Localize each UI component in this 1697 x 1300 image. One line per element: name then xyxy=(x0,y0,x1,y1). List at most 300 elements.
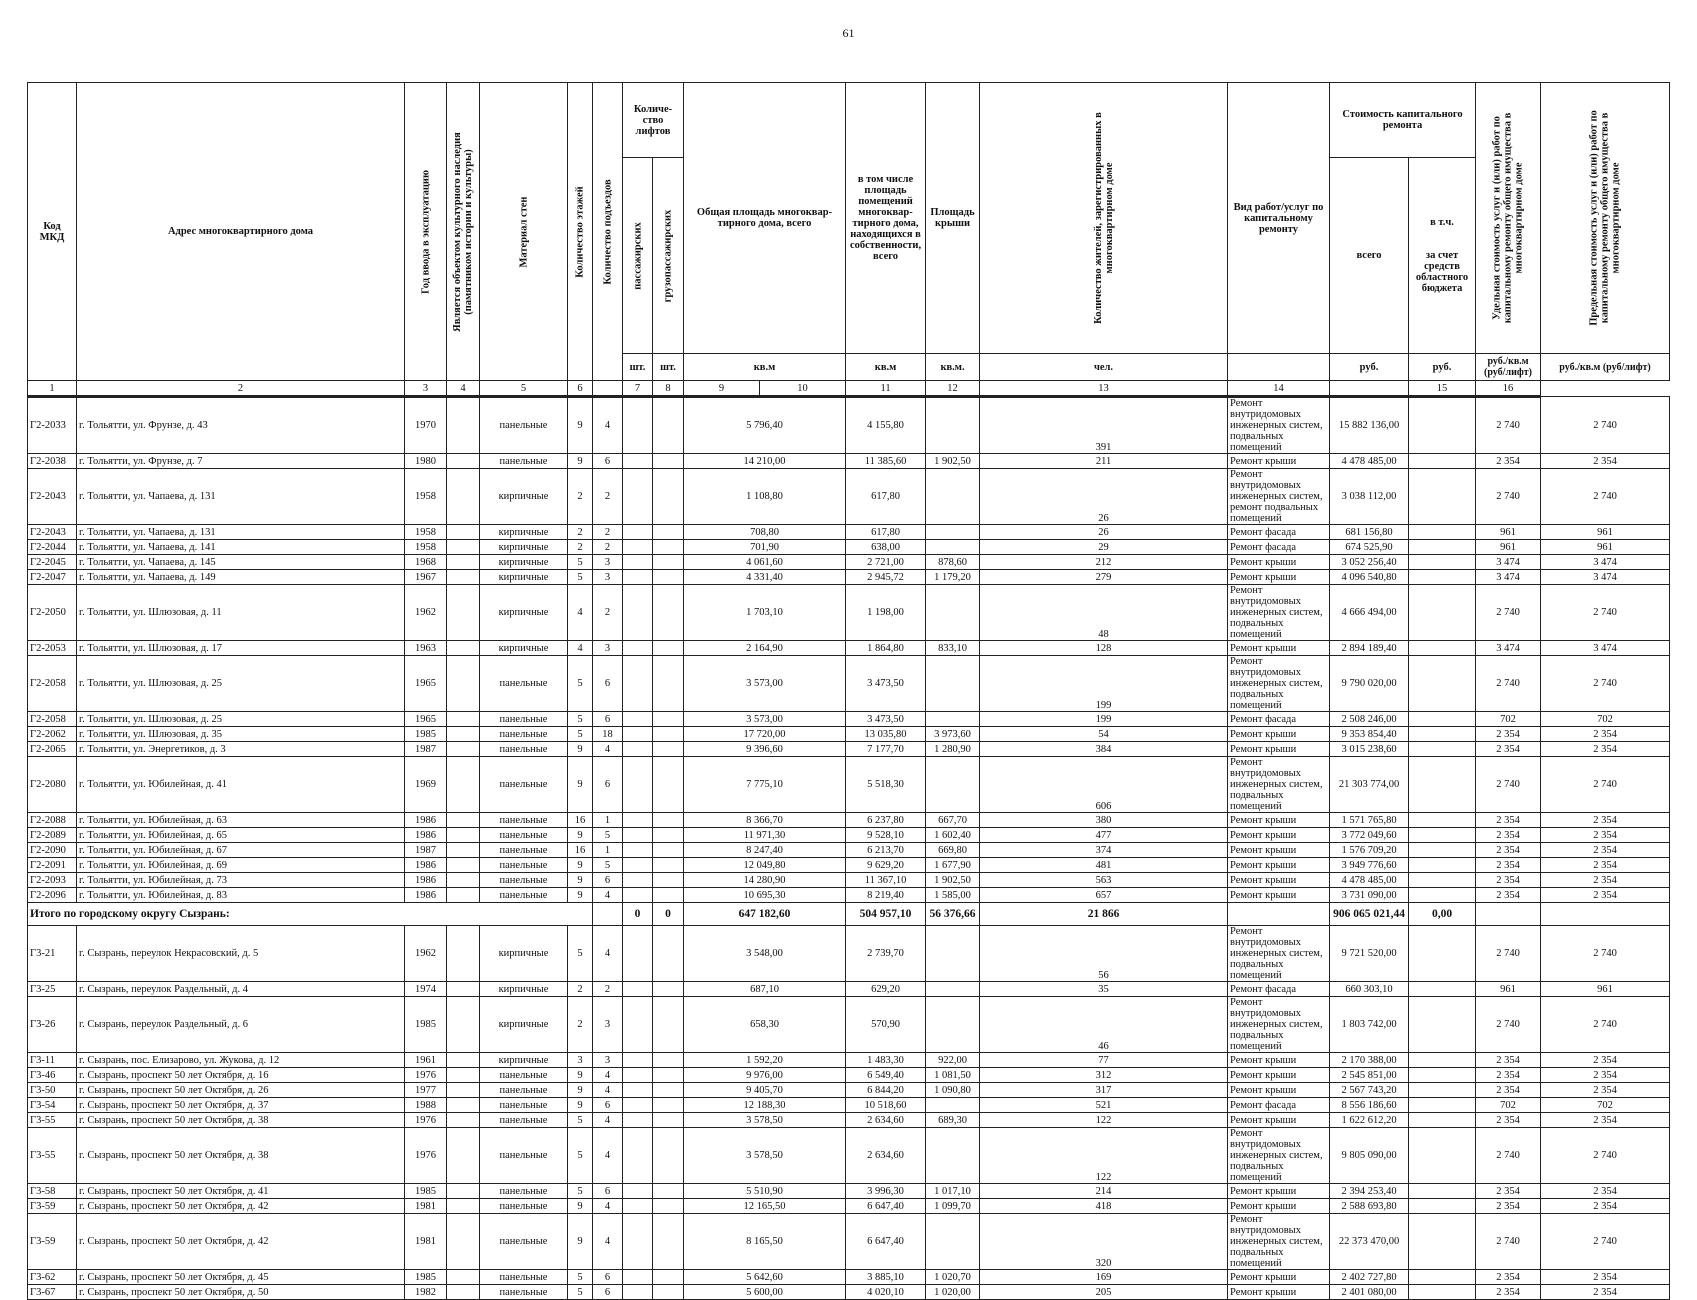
cell-cost-total: 3 052 256,40 xyxy=(1330,555,1409,570)
cell-entrances: 18 xyxy=(593,727,623,742)
cell-owned-area: 617,80 xyxy=(846,525,926,540)
cell-floors: 9 xyxy=(568,1083,593,1098)
cell-owned-area: 6 549,40 xyxy=(846,1068,926,1083)
cell-total-area: 5 796,40 xyxy=(684,397,846,454)
cell-owned-area: 9 528,10 xyxy=(846,828,926,843)
cell-total-area: 8 366,70 xyxy=(684,813,846,828)
cell-residents: 320 xyxy=(980,1214,1228,1270)
cell-roof-area: 689,30 xyxy=(926,1113,980,1128)
cell-cost-total: 2 170 388,00 xyxy=(1330,1053,1409,1068)
cell-heritage xyxy=(447,1199,480,1214)
cell-material: панельные xyxy=(480,1113,568,1128)
cell-year: 1985 xyxy=(405,997,447,1053)
cell-year: 1967 xyxy=(405,570,447,585)
cell-heritage xyxy=(447,712,480,727)
cell-material: кирпичные xyxy=(480,540,568,555)
cell-code: Г3-50 xyxy=(28,1083,77,1098)
column-number: 12 xyxy=(926,381,980,397)
cell-owned-area: 629,20 xyxy=(846,982,926,997)
cell-total-area: 3 573,00 xyxy=(684,656,846,712)
cell-floors: 5 xyxy=(568,1184,593,1199)
cell-year: 1977 xyxy=(405,1083,447,1098)
cell-cost-total: 2 545 851,00 xyxy=(1330,1068,1409,1083)
cell-cost-regional xyxy=(1409,570,1476,585)
header-lifts-passenger: пассажирских xyxy=(623,158,653,354)
cell-address: г. Тольятти, ул. Шлюзовая, д. 11 xyxy=(77,585,405,641)
cell-work-type: Ремонт крыши xyxy=(1228,641,1330,656)
cell-work-type: Ремонт внутридомовых инженерных систем, подвальных помещений xyxy=(1228,585,1330,641)
cell-cost-total: 4 096 540,80 xyxy=(1330,570,1409,585)
cell-limit-cost: 2 740 xyxy=(1541,656,1670,712)
cell-lifts-cargo xyxy=(653,1083,684,1098)
cell-roof-area: 878,60 xyxy=(926,555,980,570)
cell-residents: 384 xyxy=(980,742,1228,757)
cell-cost-total: 674 525,90 xyxy=(1330,540,1409,555)
cell-owned-area: 3 473,50 xyxy=(846,656,926,712)
cell-entrances: 3 xyxy=(593,555,623,570)
cell-roof-area xyxy=(926,997,980,1053)
cell-owned-area: 3 996,30 xyxy=(846,1184,926,1199)
cell-floors: 9 xyxy=(568,1068,593,1083)
cell-entrances: 2 xyxy=(593,982,623,997)
column-number: 9 xyxy=(684,381,760,397)
cell-residents: 657 xyxy=(980,888,1228,903)
cell-residents: 54 xyxy=(980,727,1228,742)
cell-cost-total: 1 622 612,20 xyxy=(1330,1113,1409,1128)
cell-cost-regional xyxy=(1409,982,1476,997)
cell-entrances: 1 xyxy=(593,813,623,828)
cell-year: 1986 xyxy=(405,828,447,843)
cell-cost-regional xyxy=(1409,555,1476,570)
cell-material: панельные xyxy=(480,656,568,712)
cell-year: 1986 xyxy=(405,813,447,828)
cell-code: Г2-2088 xyxy=(28,813,77,828)
cell-material: панельные xyxy=(480,757,568,813)
cell-lifts-cargo xyxy=(653,454,684,469)
cell-entrances: 4 xyxy=(593,1214,623,1270)
cell-address: г. Сызрань, переулок Некрасовский, д. 5 xyxy=(77,926,405,982)
cell-work-type: Ремонт крыши xyxy=(1228,570,1330,585)
cell-lifts-cargo xyxy=(653,712,684,727)
table-row xyxy=(28,656,1670,712)
cell-address: г. Сызрань, проспект 50 лет Октября, д. 38 xyxy=(77,1113,405,1128)
total-residents: 21 866 xyxy=(980,903,1228,926)
cell-material: кирпичные xyxy=(480,555,568,570)
cell-entrances: 3 xyxy=(593,570,623,585)
cell-floors: 4 xyxy=(568,641,593,656)
cell-lifts-passenger xyxy=(623,858,653,873)
cell-entrances: 6 xyxy=(593,1285,623,1300)
cell-owned-area: 638,00 xyxy=(846,540,926,555)
table-row xyxy=(28,540,1670,555)
cell-unit-cost: 2 740 xyxy=(1476,1128,1541,1184)
table-row xyxy=(28,858,1670,873)
cell-residents: 122 xyxy=(980,1128,1228,1184)
cell-total-area: 658,30 xyxy=(684,997,846,1053)
cell-unit-cost: 702 xyxy=(1476,712,1541,727)
table-row xyxy=(28,997,1670,1053)
cell-work-type: Ремонт крыши xyxy=(1228,1083,1330,1098)
table-row xyxy=(28,454,1670,469)
cell-limit-cost: 702 xyxy=(1541,1098,1670,1113)
cell-address: г. Тольятти, ул. Шлюзовая, д. 25 xyxy=(77,656,405,712)
cell-work-type: Ремонт внутридомовых инженерных систем, ремонт подвальных помещений xyxy=(1228,469,1330,525)
cell-unit-cost: 2 354 xyxy=(1476,828,1541,843)
column-number: 4 xyxy=(447,381,480,397)
cell-heritage xyxy=(447,1113,480,1128)
cell-floors: 9 xyxy=(568,828,593,843)
header-owned-area: в том числе площадь помещений многоквар-тирного дома, находящихся в собственности, всего xyxy=(846,83,926,354)
cell-year: 1961 xyxy=(405,1053,447,1068)
cell-residents: 26 xyxy=(980,469,1228,525)
cell-entrances: 4 xyxy=(593,1128,623,1184)
cell-lifts-passenger xyxy=(623,1128,653,1184)
cell-unit-cost: 2 354 xyxy=(1476,858,1541,873)
cell-cost-regional xyxy=(1409,1128,1476,1184)
cell-entrances: 6 xyxy=(593,1270,623,1285)
cell-entrances: 5 xyxy=(593,828,623,843)
cell-address: г. Тольятти, ул. Юбилейная, д. 83 xyxy=(77,888,405,903)
cell-year: 1958 xyxy=(405,540,447,555)
table-row xyxy=(28,1270,1670,1285)
header-lifts-cargo: грузопассажирских xyxy=(653,158,684,354)
cell-roof-area: 833,10 xyxy=(926,641,980,656)
cell-roof-area: 1 280,90 xyxy=(926,742,980,757)
cell-cost-regional xyxy=(1409,469,1476,525)
cell-lifts-passenger xyxy=(623,1214,653,1270)
cell-cost-regional xyxy=(1409,1214,1476,1270)
cell-owned-area: 11 385,60 xyxy=(846,454,926,469)
cell-cost-total: 3 949 776,60 xyxy=(1330,858,1409,873)
cell-cost-total: 2 402 727,80 xyxy=(1330,1270,1409,1285)
cell-lifts-cargo xyxy=(653,1113,684,1128)
cell-residents: 211 xyxy=(980,454,1228,469)
cell-residents: 205 xyxy=(980,1285,1228,1300)
cell-work-type: Ремонт внутридомовых инженерных систем, подвальных помещений xyxy=(1228,757,1330,813)
total-area: 647 182,60 xyxy=(684,903,846,926)
cell-entrances: 4 xyxy=(593,397,623,454)
cell-floors: 9 xyxy=(568,742,593,757)
cell-work-type: Ремонт крыши xyxy=(1228,555,1330,570)
cell-floors: 5 xyxy=(568,1113,593,1128)
column-number: 15 xyxy=(1409,381,1476,397)
cell-limit-cost: 2 354 xyxy=(1541,1199,1670,1214)
cell-material: кирпичные xyxy=(480,585,568,641)
table-row xyxy=(28,828,1670,843)
cell-heritage xyxy=(447,888,480,903)
table-total xyxy=(28,903,1670,926)
cell-owned-area: 6 237,80 xyxy=(846,813,926,828)
cell-lifts-passenger xyxy=(623,540,653,555)
cell-heritage xyxy=(447,469,480,525)
cell-cost-total: 2 567 743,20 xyxy=(1330,1083,1409,1098)
unit-limit-cost: руб./кв.м (руб/лифт) xyxy=(1541,354,1670,381)
cell-lifts-cargo xyxy=(653,757,684,813)
column-number xyxy=(1330,381,1409,397)
table-row xyxy=(28,525,1670,540)
table-row xyxy=(28,873,1670,888)
cell-cost-regional xyxy=(1409,997,1476,1053)
cell-entrances: 3 xyxy=(593,1053,623,1068)
table-body-togliatti xyxy=(28,397,1670,903)
cell-address: г. Тольятти, ул. Юбилейная, д. 65 xyxy=(77,828,405,843)
cell-work-type: Ремонт внутридомовых инженерных систем, подвальных помещений xyxy=(1228,656,1330,712)
cell-cost-regional xyxy=(1409,397,1476,454)
cell-cost-total: 1 576 709,20 xyxy=(1330,843,1409,858)
cell-code: Г3-11 xyxy=(28,1053,77,1068)
cell-cost-regional xyxy=(1409,712,1476,727)
cell-lifts-cargo xyxy=(653,1184,684,1199)
cell-lifts-passenger xyxy=(623,585,653,641)
cell-lifts-cargo xyxy=(653,555,684,570)
cell-roof-area: 1 585,00 xyxy=(926,888,980,903)
cell-cost-total: 681 156,80 xyxy=(1330,525,1409,540)
cell-lifts-cargo xyxy=(653,873,684,888)
cell-material: панельные xyxy=(480,712,568,727)
cell-owned-area: 2 634,60 xyxy=(846,1128,926,1184)
cell-code: Г3-55 xyxy=(28,1128,77,1184)
column-number xyxy=(593,381,623,397)
cell-address: г. Сызрань, проспект 50 лет Октября, д. 16 xyxy=(77,1068,405,1083)
cell-roof-area: 1 081,50 xyxy=(926,1068,980,1083)
cell-work-type: Ремонт крыши xyxy=(1228,858,1330,873)
cell-cost-regional xyxy=(1409,727,1476,742)
column-number: 13 xyxy=(980,381,1228,397)
cell-total-area: 1 108,80 xyxy=(684,469,846,525)
cell-limit-cost: 2 740 xyxy=(1541,757,1670,813)
cell-roof-area xyxy=(926,540,980,555)
cell-total-area: 3 578,50 xyxy=(684,1128,846,1184)
cell-address: г. Тольятти, ул. Фрунзе, д. 43 xyxy=(77,397,405,454)
cell-material: панельные xyxy=(480,1285,568,1300)
cell-lifts-cargo xyxy=(653,585,684,641)
table-row xyxy=(28,469,1670,525)
cell-heritage xyxy=(447,1098,480,1113)
cell-lifts-cargo xyxy=(653,997,684,1053)
cell-owned-area: 617,80 xyxy=(846,469,926,525)
cell-roof-area xyxy=(926,656,980,712)
cell-floors: 9 xyxy=(568,873,593,888)
cell-total-area: 11 971,30 xyxy=(684,828,846,843)
column-numbers-row xyxy=(28,381,1670,397)
header-entrances: Количество подъездов xyxy=(593,83,623,381)
cell-work-type: Ремонт фасада xyxy=(1228,982,1330,997)
cell-lifts-passenger xyxy=(623,727,653,742)
cell-cost-total: 1 571 765,80 xyxy=(1330,813,1409,828)
cell-lifts-passenger xyxy=(623,570,653,585)
cell-lifts-cargo xyxy=(653,397,684,454)
cell-owned-area: 1 483,30 xyxy=(846,1053,926,1068)
cell-residents: 563 xyxy=(980,873,1228,888)
total-label: Итого по городскому округу Сызрань: xyxy=(28,903,593,926)
cell-owned-area: 2 945,72 xyxy=(846,570,926,585)
cell-unit-cost: 2 740 xyxy=(1476,926,1541,982)
cell-lifts-passenger xyxy=(623,454,653,469)
cell-work-type: Ремонт внутридомовых инженерных систем, подвальных помещений xyxy=(1228,1214,1330,1270)
cell-roof-area xyxy=(926,1128,980,1184)
cell-floors: 4 xyxy=(568,585,593,641)
cell-material: панельные xyxy=(480,1199,568,1214)
cell-floors: 2 xyxy=(568,540,593,555)
cell-lifts-passenger xyxy=(623,997,653,1053)
table-row xyxy=(28,1128,1670,1184)
cell-work-type: Ремонт крыши xyxy=(1228,1199,1330,1214)
cell-floors: 9 xyxy=(568,888,593,903)
cell-cost-regional xyxy=(1409,926,1476,982)
cell-code: Г2-2044 xyxy=(28,540,77,555)
cell-material: панельные xyxy=(480,727,568,742)
cell-lifts-cargo xyxy=(653,1098,684,1113)
cell-unit-cost: 2 354 xyxy=(1476,742,1541,757)
cell-roof-area: 1 090,80 xyxy=(926,1083,980,1098)
cell-cost-regional xyxy=(1409,1113,1476,1128)
cell-lifts-passenger xyxy=(623,742,653,757)
cell-cost-total: 2 894 189,40 xyxy=(1330,641,1409,656)
table-row xyxy=(28,843,1670,858)
cell-total-area: 3 578,50 xyxy=(684,1113,846,1128)
cell-heritage xyxy=(447,540,480,555)
unit-residents: чел. xyxy=(980,354,1228,381)
cell-limit-cost: 2 740 xyxy=(1541,997,1670,1053)
unit-work-type xyxy=(1228,354,1330,381)
cell-heritage xyxy=(447,570,480,585)
cell-total-area: 2 164,90 xyxy=(684,641,846,656)
cell-address: г. Сызрань, проспект 50 лет Октября, д. 45 xyxy=(77,1270,405,1285)
cell-total-area: 10 695,30 xyxy=(684,888,846,903)
cell-cost-regional xyxy=(1409,656,1476,712)
cell-address: г. Тольятти, ул. Фрунзе, д. 7 xyxy=(77,454,405,469)
cell-lifts-passenger xyxy=(623,1285,653,1300)
cell-lifts-passenger xyxy=(623,641,653,656)
cell-material: кирпичные xyxy=(480,641,568,656)
header-cost-total: всего xyxy=(1330,158,1409,354)
total-empty xyxy=(593,903,623,926)
cell-residents: 317 xyxy=(980,1083,1228,1098)
cell-residents: 26 xyxy=(980,525,1228,540)
cell-floors: 9 xyxy=(568,454,593,469)
cell-floors: 2 xyxy=(568,469,593,525)
cell-heritage xyxy=(447,454,480,469)
cell-residents: 481 xyxy=(980,858,1228,873)
cell-lifts-cargo xyxy=(653,525,684,540)
header-heritage: Является объектом культурного наследия (памятником истории и культуры) xyxy=(447,83,480,381)
cell-unit-cost: 2 740 xyxy=(1476,585,1541,641)
cell-unit-cost: 2 354 xyxy=(1476,1068,1541,1083)
cell-lifts-cargo xyxy=(653,1270,684,1285)
cell-cost-total: 4 478 485,00 xyxy=(1330,873,1409,888)
cell-total-area: 17 720,00 xyxy=(684,727,846,742)
cell-cost-regional xyxy=(1409,873,1476,888)
repair-table-container xyxy=(27,82,1670,1300)
cell-cost-regional xyxy=(1409,1083,1476,1098)
cell-year: 1982 xyxy=(405,1285,447,1300)
cell-address: г. Тольятти, ул. Юбилейная, д. 69 xyxy=(77,858,405,873)
cell-limit-cost: 2 354 xyxy=(1541,888,1670,903)
cell-work-type: Ремонт фасада xyxy=(1228,540,1330,555)
cell-material: кирпичные xyxy=(480,1053,568,1068)
cell-limit-cost: 961 xyxy=(1541,540,1670,555)
cell-owned-area: 11 367,10 xyxy=(846,873,926,888)
cell-address: г. Тольятти, ул. Энергетиков, д. 3 xyxy=(77,742,405,757)
cell-heritage xyxy=(447,828,480,843)
cell-limit-cost: 2 354 xyxy=(1541,1285,1670,1300)
cell-owned-area: 4 155,80 xyxy=(846,397,926,454)
cell-work-type: Ремонт крыши xyxy=(1228,843,1330,858)
cell-floors: 9 xyxy=(568,1098,593,1113)
cell-cost-regional xyxy=(1409,757,1476,813)
cell-floors: 5 xyxy=(568,926,593,982)
cell-roof-area: 1 902,50 xyxy=(926,454,980,469)
table-header xyxy=(28,83,1670,397)
table-row xyxy=(28,397,1670,454)
table-row xyxy=(28,888,1670,903)
cell-lifts-passenger xyxy=(623,469,653,525)
cell-lifts-passenger xyxy=(623,926,653,982)
cell-year: 1988 xyxy=(405,1098,447,1113)
cell-total-area: 3 573,00 xyxy=(684,712,846,727)
cell-year: 1970 xyxy=(405,397,447,454)
table-row xyxy=(28,1214,1670,1270)
column-number: 16 xyxy=(1476,381,1541,397)
cell-year: 1965 xyxy=(405,656,447,712)
cell-unit-cost: 3 474 xyxy=(1476,555,1541,570)
cell-year: 1980 xyxy=(405,454,447,469)
table-row xyxy=(28,555,1670,570)
table-row xyxy=(28,585,1670,641)
cell-material: кирпичные xyxy=(480,997,568,1053)
cell-lifts-cargo xyxy=(653,858,684,873)
total-lifts-cargo: 0 xyxy=(653,903,684,926)
cell-entrances: 5 xyxy=(593,858,623,873)
cell-address: г. Сызрань, пос. Елизарово, ул. Жукова, д. 12 xyxy=(77,1053,405,1068)
header-material: Материал стен xyxy=(480,83,568,381)
cell-cost-total: 3 015 238,60 xyxy=(1330,742,1409,757)
total-roof-area: 56 376,66 xyxy=(926,903,980,926)
table-row xyxy=(28,641,1670,656)
total-limit-empty xyxy=(1541,903,1670,926)
cell-entrances: 4 xyxy=(593,1068,623,1083)
cell-code: Г2-2043 xyxy=(28,525,77,540)
cell-limit-cost: 2 354 xyxy=(1541,1068,1670,1083)
column-number: 2 xyxy=(77,381,405,397)
cell-limit-cost: 3 474 xyxy=(1541,555,1670,570)
cell-cost-regional xyxy=(1409,742,1476,757)
cell-entrances: 4 xyxy=(593,1199,623,1214)
cell-unit-cost: 3 474 xyxy=(1476,570,1541,585)
cell-code: Г3-26 xyxy=(28,997,77,1053)
cell-year: 1965 xyxy=(405,712,447,727)
cell-floors: 5 xyxy=(568,1128,593,1184)
cell-cost-regional xyxy=(1409,1199,1476,1214)
cell-year: 1987 xyxy=(405,843,447,858)
cell-entrances: 3 xyxy=(593,997,623,1053)
cell-lifts-passenger xyxy=(623,888,653,903)
cell-code: Г2-2047 xyxy=(28,570,77,585)
cell-lifts-cargo xyxy=(653,570,684,585)
total-regional: 0,00 xyxy=(1409,903,1476,926)
cell-code: Г3-67 xyxy=(28,1285,77,1300)
cell-cost-regional xyxy=(1409,1270,1476,1285)
cell-roof-area xyxy=(926,757,980,813)
cell-residents: 35 xyxy=(980,982,1228,997)
cell-heritage xyxy=(447,656,480,712)
cell-owned-area: 570,90 xyxy=(846,997,926,1053)
cell-limit-cost: 2 354 xyxy=(1541,858,1670,873)
cell-residents: 169 xyxy=(980,1270,1228,1285)
cell-residents: 391 xyxy=(980,397,1228,454)
cell-owned-area: 3 885,10 xyxy=(846,1270,926,1285)
cell-roof-area: 1 017,10 xyxy=(926,1184,980,1199)
